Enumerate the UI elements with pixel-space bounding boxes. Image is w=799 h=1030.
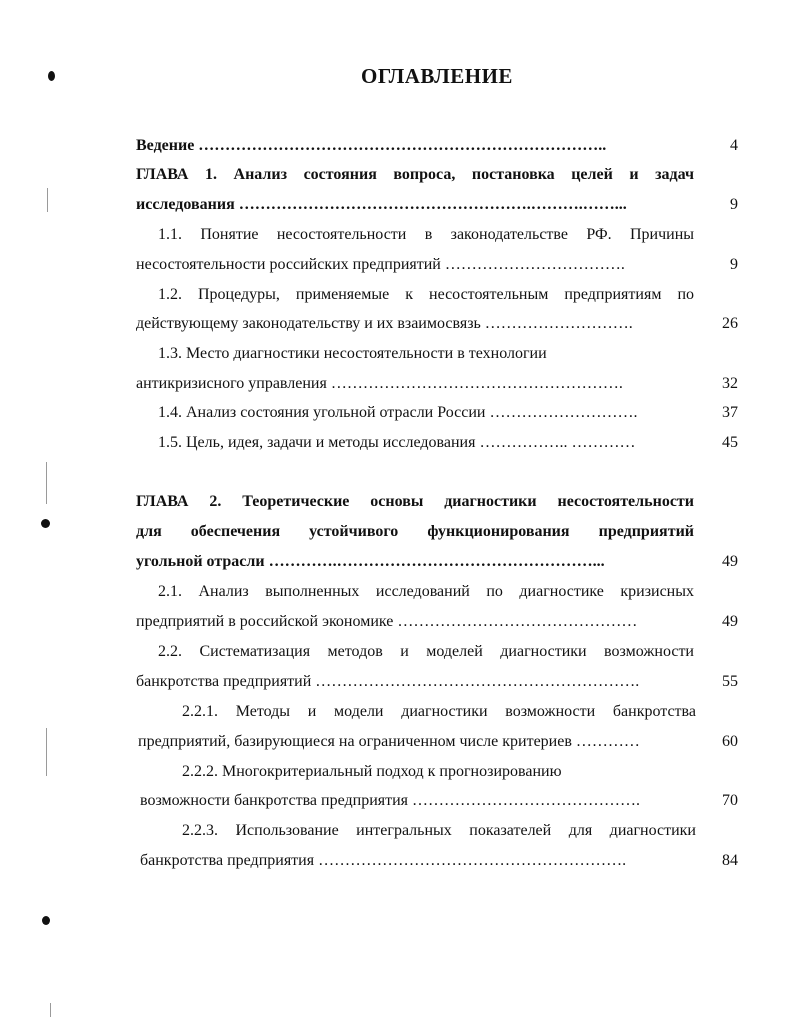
toc-entry-text: предприятий в российской экономике ……………………………………… — [136, 613, 638, 630]
page-title: ОГЛАВЛЕНИЕ — [361, 64, 513, 88]
toc-page-number: 49 — [722, 553, 738, 570]
toc-entry-text: возможности банкротства предприятия ……………………………………. — [140, 792, 641, 809]
toc-entry-text: 1.3. Место диагностики несостоятельности в технологии — [158, 345, 547, 362]
toc-entry-text: ГЛАВА 1. Анализ состояния вопроса, постановка целей и задач — [136, 166, 694, 183]
toc-page-number: 9 — [730, 196, 738, 213]
toc-page-number: 32 — [722, 375, 738, 392]
toc-entry-text: ГЛАВА 2. Теоретические основы диагностики несостоятельности — [136, 493, 694, 510]
toc-page-number: 4 — [730, 137, 738, 154]
toc-entry-text: действующему законодательству и их взаимосвязь ………………………. — [136, 315, 633, 332]
scan-mark — [42, 916, 50, 925]
toc-entry-text: 1.2. Процедуры, применяемые к несостоятельным предприятиям по — [158, 286, 694, 303]
toc-entry-text: банкротства предприятий ……………………………………………………. — [136, 673, 640, 690]
toc-entry-text: 1.1. Понятие несостоятельности в законодательстве РФ. Причины — [158, 226, 694, 243]
toc-entry-text: 2.2.2. Многокритериальный подход к прогнозированию — [182, 763, 562, 780]
scan-mark — [46, 728, 47, 776]
scan-mark — [48, 71, 55, 81]
toc-entry-text: 2.2.3. Использование интегральных показателей для диагностики — [182, 822, 696, 839]
toc-page-number: 9 — [730, 256, 738, 273]
scan-mark — [50, 1003, 51, 1017]
toc-page-number: 70 — [722, 792, 738, 809]
toc-page-number: 49 — [722, 613, 738, 630]
toc-entry-text: 1.4. Анализ состояния угольной отрасли России ………………………. — [158, 404, 638, 421]
toc-entry-text: Ведение ………………………………………………………………….. — [136, 137, 607, 154]
toc-page-number: 37 — [722, 404, 738, 421]
toc-entry-text: исследования ……………………………………………….……….……... — [136, 196, 627, 213]
toc-page-number: 26 — [722, 315, 738, 332]
toc-entry-text: 2.2.1. Методы и модели диагностики возможности банкротства — [182, 703, 696, 720]
toc-entry-text: угольной отрасли ………….…………………………………………... — [136, 553, 605, 570]
toc-page-number: 55 — [722, 673, 738, 690]
toc-entry-text: 2.1. Анализ выполненных исследований по диагностике кризисных — [158, 583, 694, 600]
toc-entry-text: несостоятельности российских предприятий ……………………………. — [136, 256, 625, 273]
toc-page-number: 60 — [722, 733, 738, 750]
toc-page-number: 84 — [722, 852, 738, 869]
toc-entry-text: 1.5. Цель, идея, задачи и методы исследования …………….. ………… — [158, 434, 636, 451]
toc-entry-text: для обеспечения устойчивого функционирования предприятий — [136, 523, 694, 540]
toc-entry-text: антикризисного управления ………………………………………………. — [136, 375, 623, 392]
toc-entry-text: предприятий, базирующиеся на ограниченном числе критериев ………… — [138, 733, 640, 750]
scan-mark — [41, 519, 50, 528]
toc-entry-text: банкротства предприятия …………………………………………………. — [140, 852, 627, 869]
scan-mark — [46, 462, 47, 504]
scan-mark — [47, 188, 48, 212]
toc-entry-text: 2.2. Систематизация методов и моделей диагностики возможности — [158, 643, 694, 660]
toc-page-number: 45 — [722, 434, 738, 451]
